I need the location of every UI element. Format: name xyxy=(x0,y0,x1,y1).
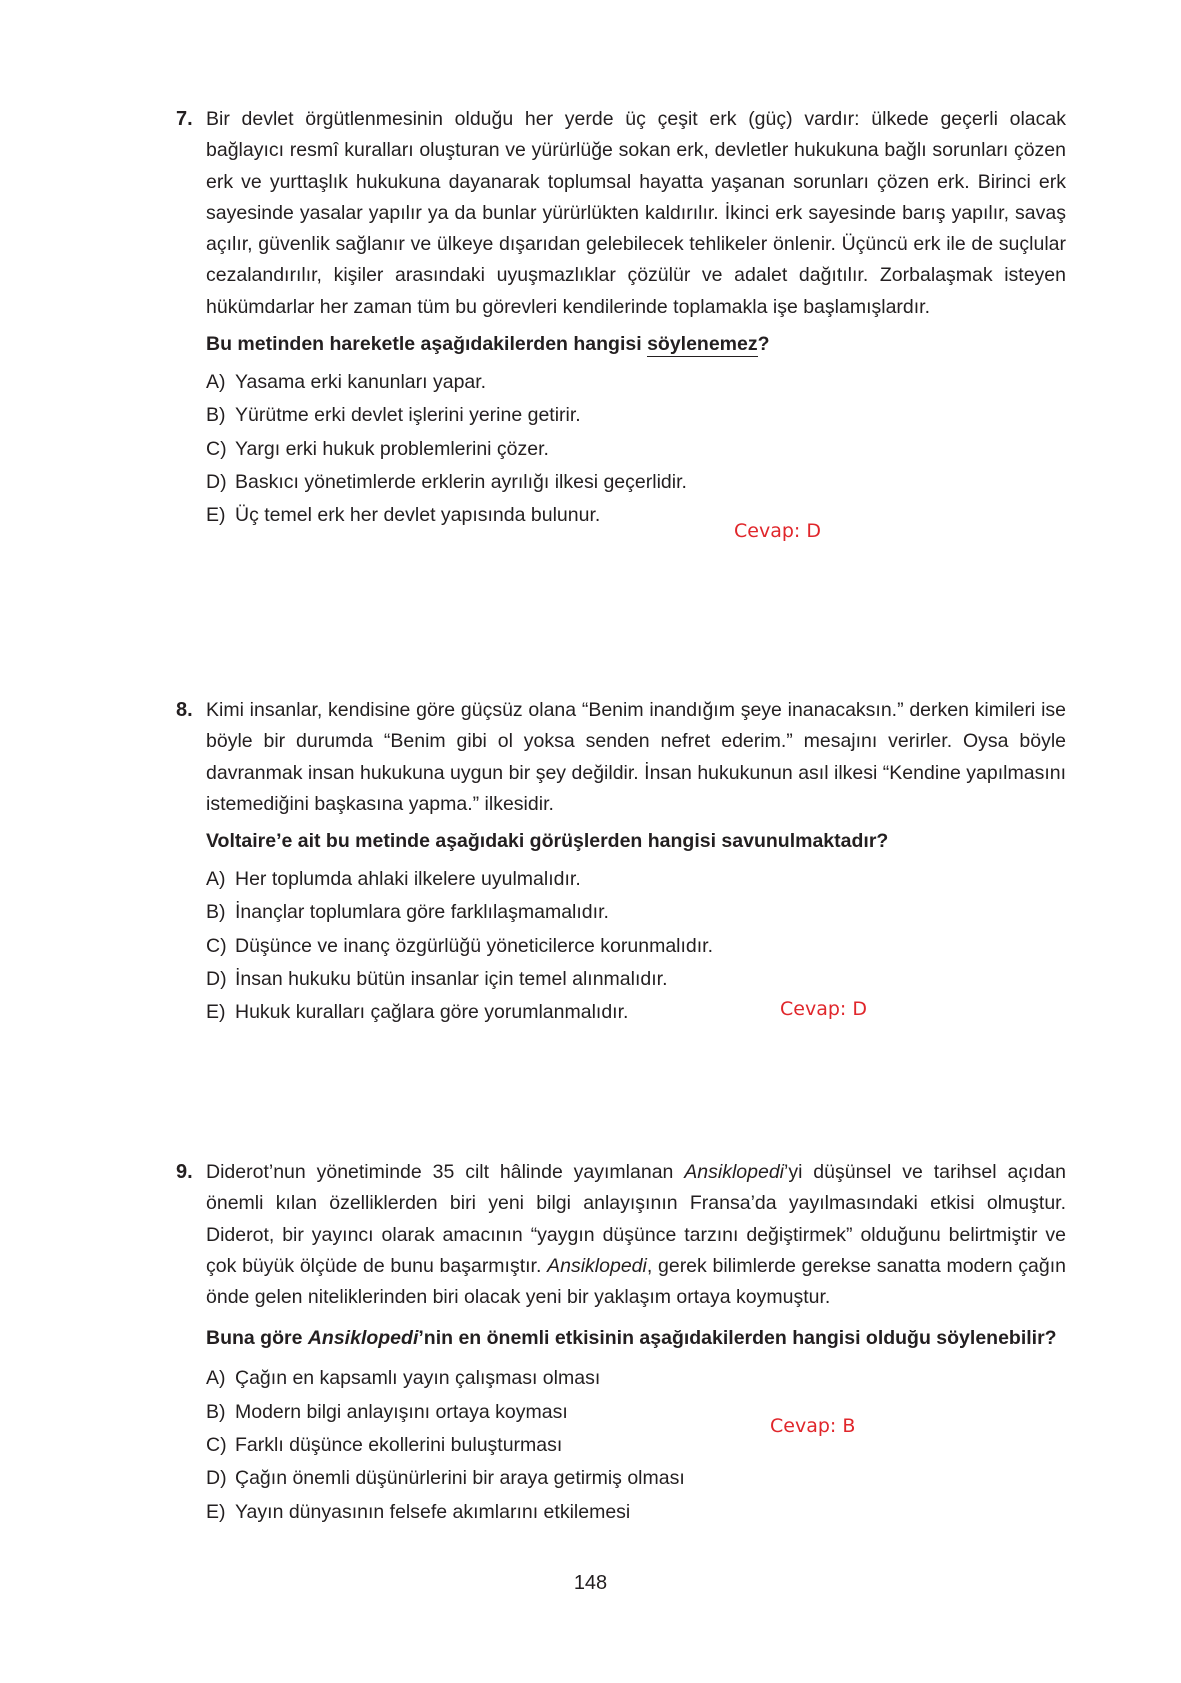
option-e[interactable]: E) Üç temel erk her devlet yapısında bulunur. xyxy=(206,504,601,527)
question-number: 9. xyxy=(176,1161,193,1183)
option-a[interactable]: A) Çağın en kapsamlı yayın çalışması olması xyxy=(206,1367,601,1390)
question-prompt: Buna göre Ansiklopedi’nin en önemli etkisinin aşağıdakilerden hangisi olduğu söylenebilir? xyxy=(206,1327,1057,1350)
answer-annotation-7: Cevap: D xyxy=(734,520,821,542)
question-stem: Bir devlet örgütlenmesinin olduğu her yerde üç çeşit erk (güç) vardır: ülkede geçerli olacak bağlayıcı resmî kuralları oluşturan ve yürürlüğe sokan erk, devletler hukukuna bağlı sorunları çözen erk ve yurttaşlık hukukuna dayanarak toplumsal hayatta yaşanan sorunları çözen erk. Birinci erk sayesinde yasalar yapılır ya da bunlar yürürlükten kaldırılır. İkinci erk sayesinde barış yapılır, savaş açılır, güvenlik sağlanır ve ülkeye dışarıdan gelebilecek tehlikeler önlenir. Üçüncü erk ile de suçlular cezalandırılır, kişiler arasındaki uyuşmazlıklar çözülür ve adalet dağıtılır. Zorbalaşmak isteyen hükümdarlar her zaman tüm bu görevleri kendilerinde toplamakla işe başlamışlardır. xyxy=(206,108,1066,318)
option-a[interactable]: A) Her toplumda ahlaki ilkelere uyulmalıdır. xyxy=(206,868,581,891)
question-number: 7. xyxy=(176,108,193,130)
underlined-keyword: söylenemez xyxy=(647,333,758,356)
book-title: Ansiklopedi xyxy=(684,1161,785,1183)
question-prompt: Voltaire’e ait bu metinde aşağıdaki görüşlerden hangisi savunulmaktadır? xyxy=(206,830,889,853)
option-e[interactable]: E) Yayın dünyasının felsefe akımlarını etkilemesi xyxy=(206,1500,631,1523)
option-c[interactable]: C) Yargı erki hukuk problemlerini çözer. xyxy=(206,437,549,460)
option-a[interactable]: A) Yasama erki kanunları yapar. xyxy=(206,371,487,394)
option-d[interactable]: D) Baskıcı yönetimlerde erklerin ayrılığı ilkesi geçerlidir. xyxy=(206,470,687,493)
answer-annotation-8: Cevap: D xyxy=(780,998,867,1020)
question-8 xyxy=(176,695,1066,1030)
option-b[interactable]: B) Modern bilgi anlayışını ortaya koyması xyxy=(206,1400,568,1423)
option-list xyxy=(206,366,1066,532)
question-7 xyxy=(176,104,1066,533)
option-e[interactable]: E) Hukuk kuralları çağlara göre yorumlanmalıdır. xyxy=(206,1001,629,1024)
book-title: Ansiklopedi xyxy=(307,1327,419,1350)
option-list xyxy=(206,863,1066,1029)
option-b[interactable]: B) İnançlar toplumlara göre farklılaşmamalıdır. xyxy=(206,901,609,924)
question-9 xyxy=(176,1157,1066,1529)
question-number: 8. xyxy=(176,699,193,721)
book-title: Ansiklopedi xyxy=(547,1254,647,1277)
option-c[interactable]: C) Farklı düşünce ekollerini buluşturması xyxy=(206,1434,563,1457)
option-c[interactable]: C) Düşünce ve inanç özgürlüğü yöneticilerce korunmalıdır. xyxy=(206,934,714,957)
option-d[interactable]: D) Çağın önemli düşünürlerini bir araya getirmiş olması xyxy=(206,1467,685,1490)
option-d[interactable]: D) İnsan hukuku bütün insanlar için temel alınmalıdır. xyxy=(206,968,668,991)
page-number: 148 xyxy=(573,1572,608,1594)
question-stem: Kimi insanlar, kendisine göre güçsüz olana “Benim inandığım şeye inanacaksın.” derken kimileri ise böyle bir durumda “Benim gibi ol yoksa senden nefret ederim.” mesajını verirler. Oysa böyle davranmak insan hukukuna uygun bir şey değildir. İnsan hukukunun asıl ilkesi “Kendine yapılmasını istemediğini başkasına yapma.” ilkesidir. xyxy=(206,699,1066,815)
question-prompt: Bu metinden hareketle aşağıdakilerden hangisi söylenemez? xyxy=(206,333,770,356)
question-stem: Diderot’nun yönetiminde 35 cilt hâlinde yayımlanan Ansiklopedi’yi düşünsel ve tarihsel açıdan önemli kılan özelliklerden biri yeni bilgi anlayışının Fransa’da yayılmasındaki etkisi olmuştur. Diderot, bir yayıncı olarak amacının “yaygın düşünce tarzını değiştirmek” olduğunu belirtmiştir ve çok büyük ölçüde de bunu başarmıştır. Ansiklopedi, gerek bilimlerde gerekse sanatta modern çağın önde gelen niteliklerinden biri olacak yeni bir yaklaşım ortaya koymuştur. xyxy=(206,1161,1067,1309)
answer-annotation-9: Cevap: B xyxy=(770,1415,856,1437)
option-list xyxy=(206,1362,1066,1528)
option-b[interactable]: B) Yürütme erki devlet işlerini yerine getirir. xyxy=(206,404,581,427)
